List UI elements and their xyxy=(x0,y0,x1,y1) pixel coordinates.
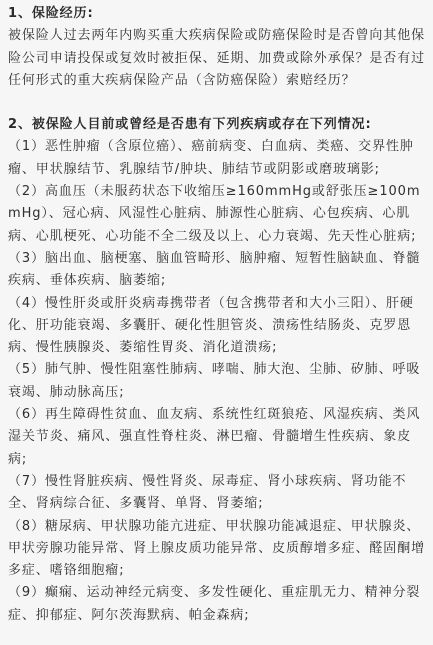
disease-item-1: （1）恶性肿瘤（含原位癌）、癌前病变、白血病、类癌、交界性肿瘤、甲状腺结节、乳腺结节/肿块、肺结节或阴影或磨玻璃影; xyxy=(8,139,414,177)
disease-item-7: （7）慢性肾脏疾病、慢性肾炎、尿毒症、肾小球疾病、肾功能不全、肾病综合征、多囊肾、单肾、肾萎缩; xyxy=(8,473,407,512)
disease-item-8: （8）糖尿病、甲状腺功能亢进症、甲状腺功能减退症、甲状腺炎、甲状旁腺功能异常、肾上腺皮质功能异常、皮质醇增多症、醛固酮增多症、嗜铬细胞瘤; xyxy=(8,518,426,579)
section-divider xyxy=(8,92,425,114)
disease-item-5: （5）肺气肿、慢性阻塞性肺病、哮喘、肺大泡、尘肺、矽肺、呼吸衰竭、肺动脉高压; xyxy=(8,362,421,400)
disease-item-3: （3）脑出血、脑梗塞、脑血管畸形、脑肿瘤、短暂性脑缺血、脊髓疾病、垂体疾病、脑萎缩; xyxy=(8,250,421,289)
disease-item-9: （9）癫痫、运动神经元病变、多发性硬化、重症肌无力、精神分裂症、抑郁症、阿尔茨海默病、帕金森病; xyxy=(8,585,421,623)
section2-heading: 2、被保险人目前或曾经是否患有下列疾病或存在下列情况: xyxy=(8,117,372,133)
disease-item-4: （4）慢性肝炎或肝炎病毒携带者（包含携带者和大小三阳）、肝硬化、肝功能衰竭、多囊肝、硬化性胆管炎、溃疡性结肠炎、克罗恩病、慢性胰腺炎、萎缩性胃炎、消化道溃疡; xyxy=(8,295,414,356)
section1-body: 被保险人过去两年内购买重大疾病保险或防癌保险时是否曾向其他保险公司申请投保或复效时被拒保、延期、加费或除外承保？是否有过任何形式的重大疾病保险产品（含防癌保险）索赔经历？ xyxy=(8,28,426,88)
disease-item-2: （2）高血压（未服药状态下收缩压≥160mmHg或舒张压≥100mmHg）、冠心病、风湿性心脏病、肺源性心脏病、心包疾病、心肌病、心肌梗死、心功能不全二级及以上、心力衰竭、先天性心脏病; xyxy=(8,184,421,244)
section1-heading: 1、保险经历: xyxy=(8,6,94,21)
disease-item-6: （6）再生障碍性贫血、血友病、系统性红斑狼疮、风湿疾病、类风湿关节炎、痛风、强直性脊柱炎、淋巴瘤、骨髓增生性疾病、象皮病; xyxy=(8,407,421,467)
